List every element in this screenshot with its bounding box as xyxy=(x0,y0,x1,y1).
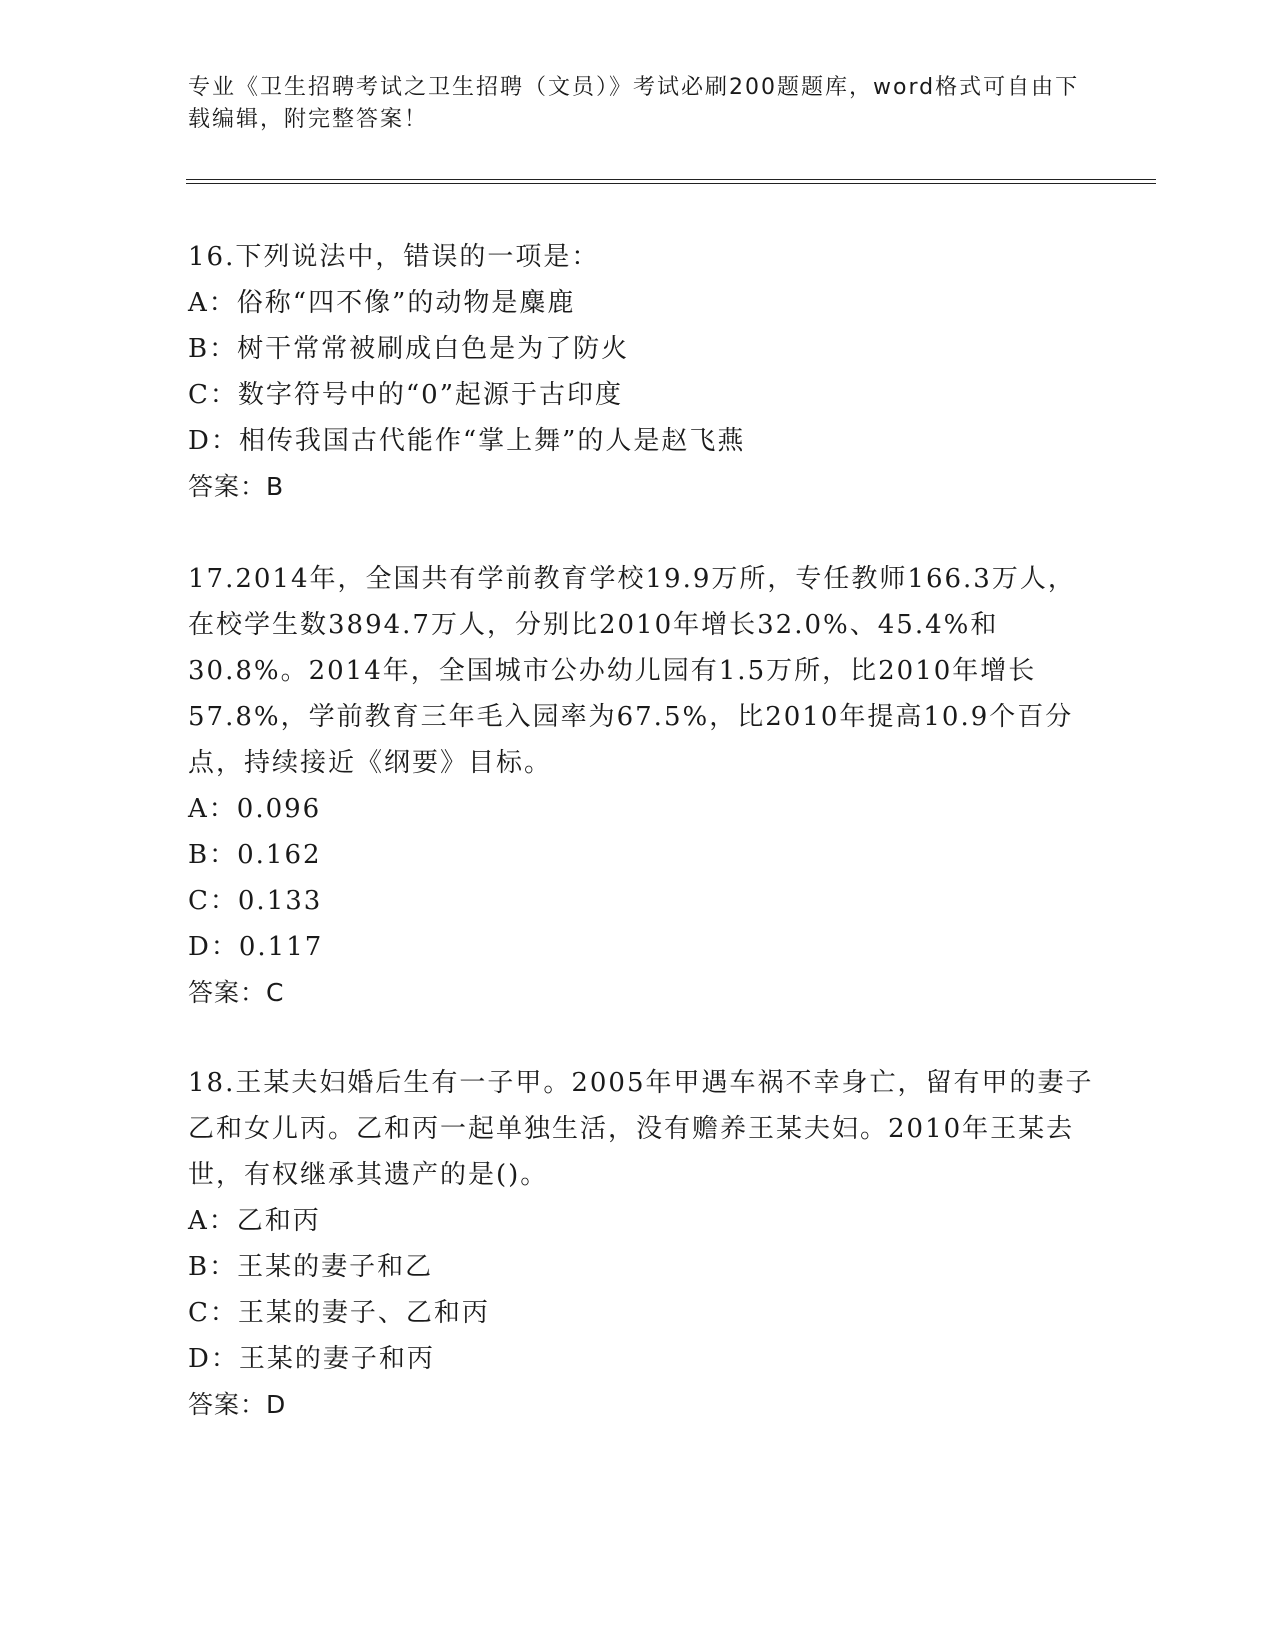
question-16 xyxy=(188,234,1098,510)
option-b: B：树干常常被刷成白色是为了防火 xyxy=(188,334,630,364)
document-header: 专业《卫生招聘考试之卫生招聘（文员）》考试必刷200题题库，word格式可自由下载编辑，附完整答案！ xyxy=(188,75,1080,132)
header-divider-top xyxy=(186,179,1156,180)
answer: 答案：B xyxy=(188,472,285,501)
answer: 答案：C xyxy=(188,978,285,1007)
option-b: B：0.162 xyxy=(188,840,322,870)
option-c: C：王某的妻子、乙和丙 xyxy=(188,1298,490,1328)
option-d: D：相传我国古代能作“掌上舞”的人是赵飞燕 xyxy=(188,426,746,456)
question-stem: 18.王某夫妇婚后生有一子甲。2005年甲遇车祸不幸身亡，留有甲的妻子乙和女儿丙。乙和丙一起单独生活，没有赡养王某夫妇。2010年王某去世，有权继承其遗产的是()。 xyxy=(188,1068,1094,1190)
option-a: A：乙和丙 xyxy=(188,1206,321,1236)
question-18 xyxy=(188,1060,1098,1428)
option-c: C：0.133 xyxy=(188,886,323,916)
question-stem: 17.2014年，全国共有学前教育学校19.9万所，专任教师166.3万人，在校学生数3894.7万人，分别比2010年增长32.0%、45.4%和30.8%。2014年，全国城市公办幼儿园有1.5万所，比2010年增长57.8%，学前教育三年毛入园率为67.5%，比2010年提高10.9个百分点，持续接近《纲要》目标。 xyxy=(188,564,1076,778)
question-stem: 16.下列说法中，错误的一项是： xyxy=(188,242,600,272)
option-d: D：0.117 xyxy=(188,932,324,962)
question-17 xyxy=(188,556,1098,1016)
answer: 答案：D xyxy=(188,1390,287,1419)
header-divider-bottom xyxy=(186,183,1156,184)
option-b: B：王某的妻子和乙 xyxy=(188,1252,434,1282)
option-a: A：0.096 xyxy=(188,794,322,824)
option-c: C：数字符号中的“0”起源于古印度 xyxy=(188,380,624,410)
option-d: D：王某的妻子和丙 xyxy=(188,1344,435,1374)
option-a: A：俗称“四不像”的动物是麋鹿 xyxy=(188,288,576,318)
